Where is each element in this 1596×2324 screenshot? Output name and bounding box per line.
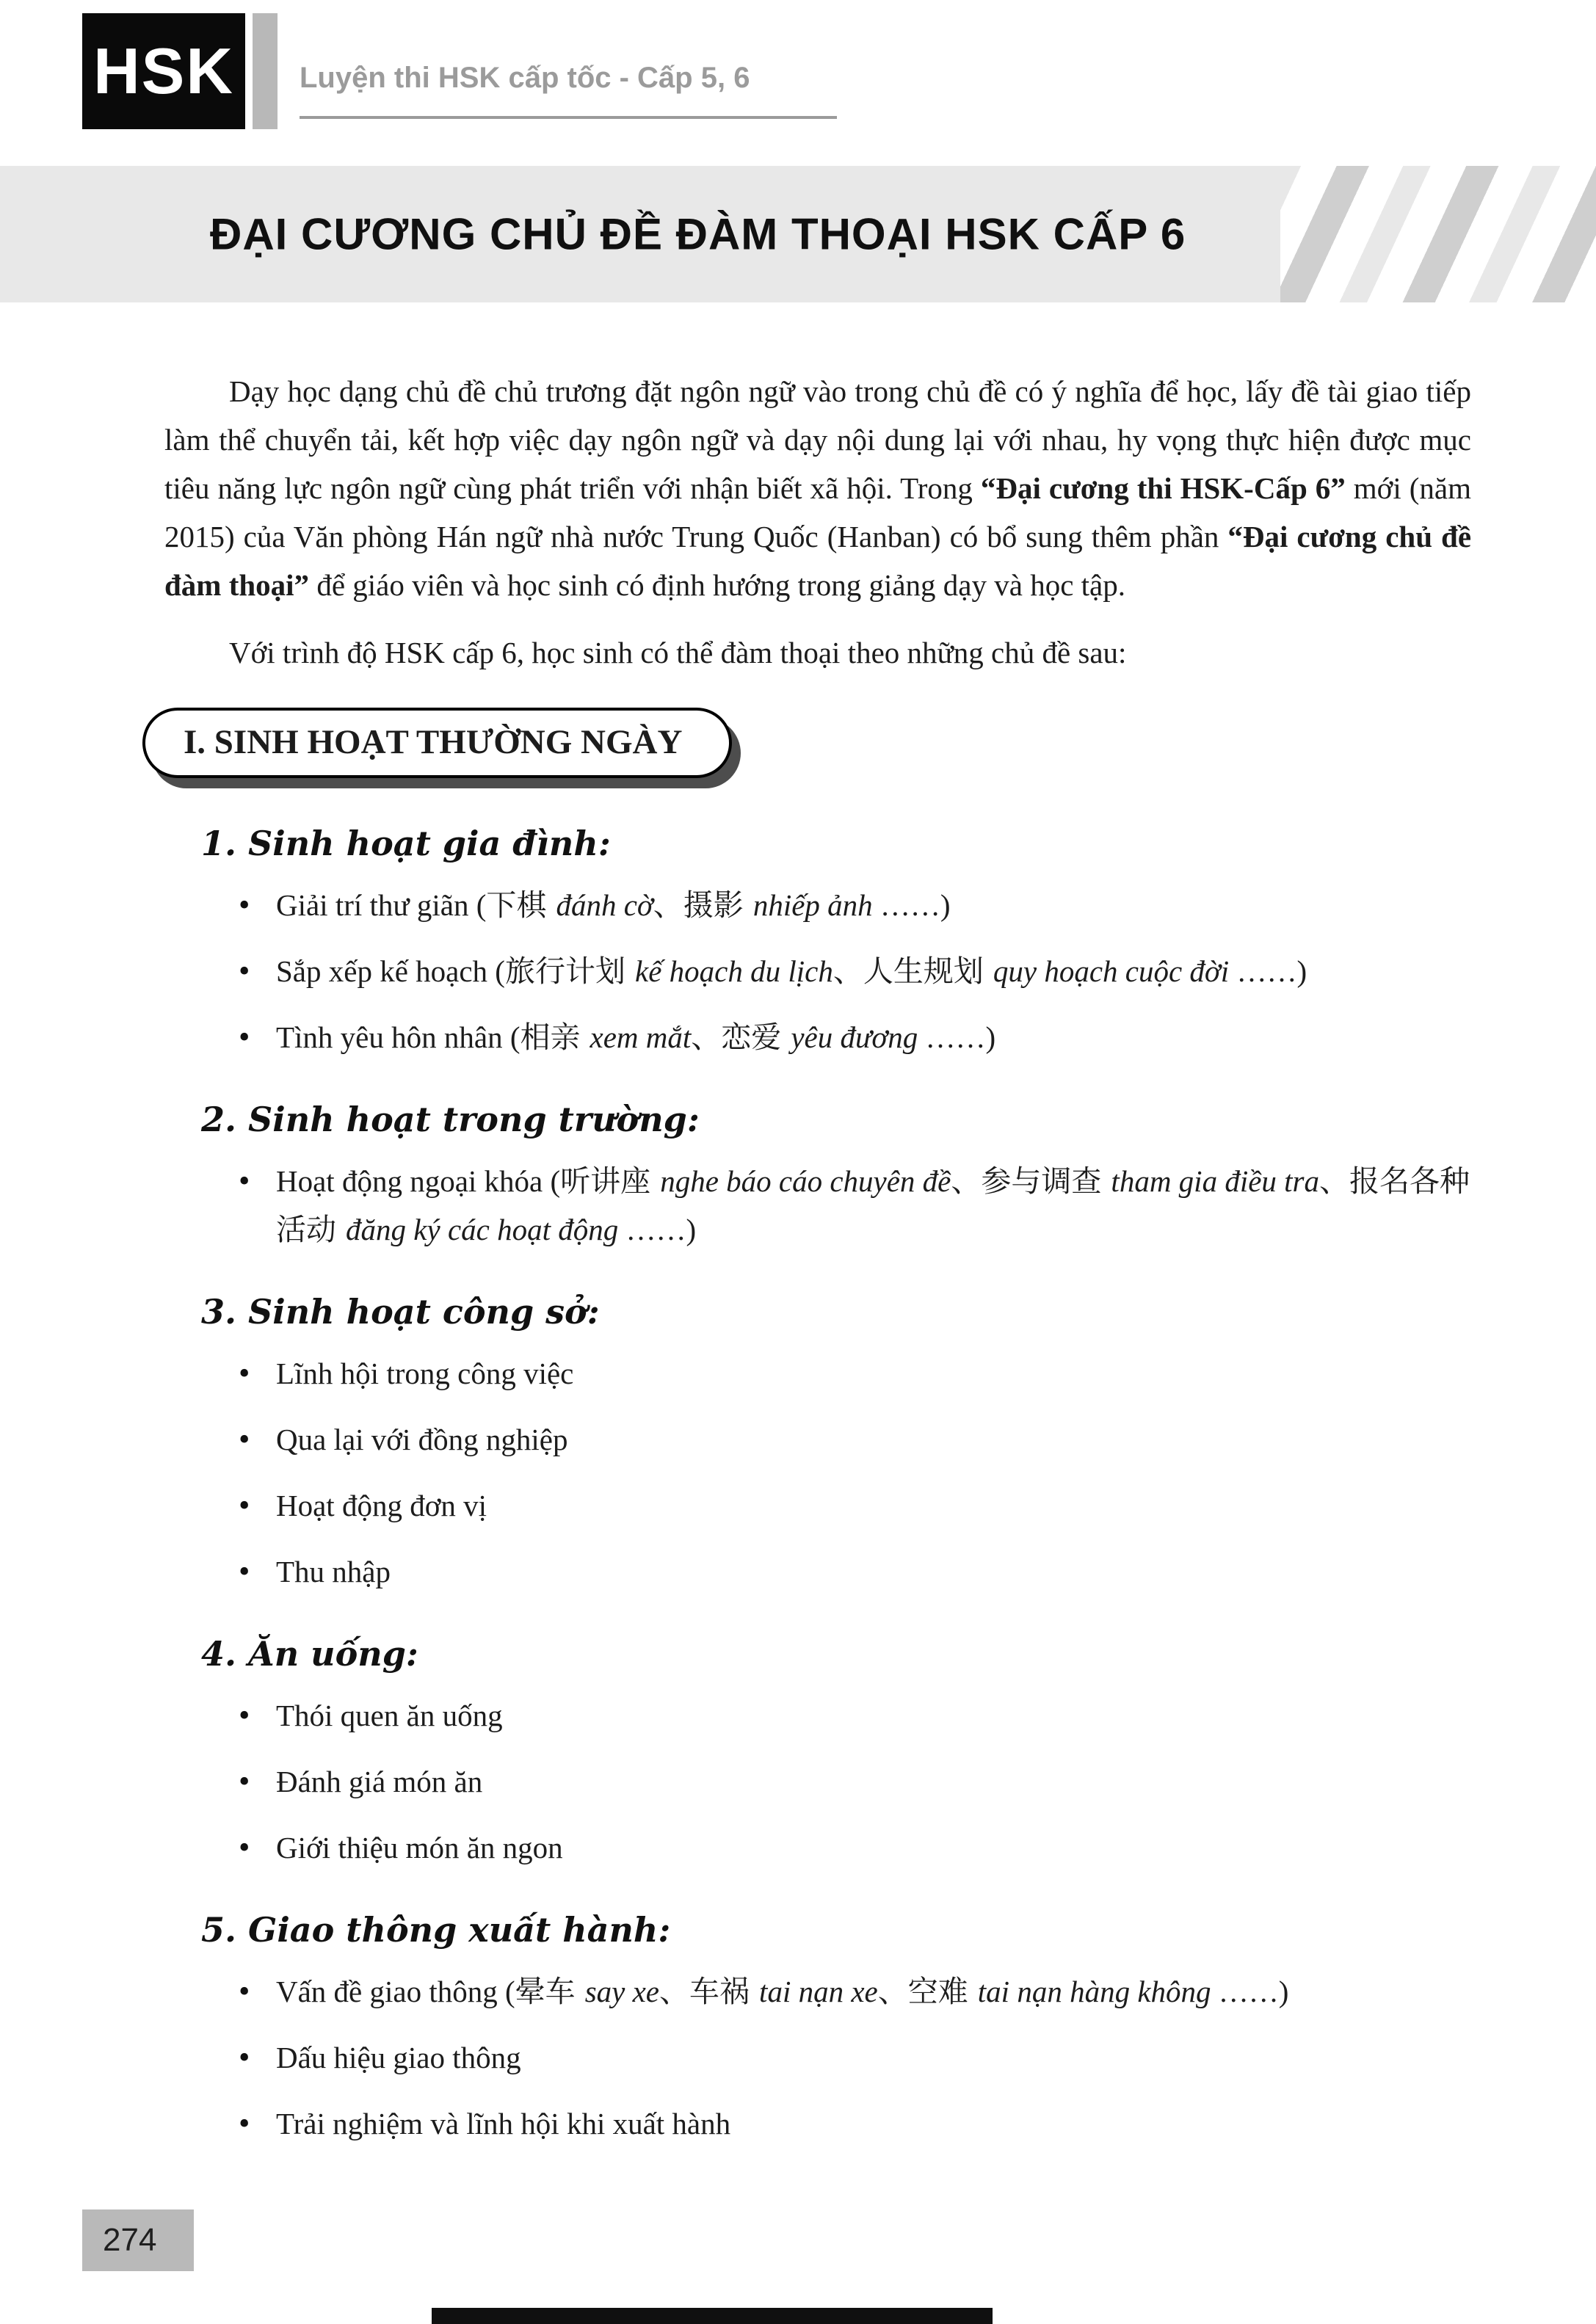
topic-group-3 [164,1292,1471,1596]
list-item: • Qua lại với đồng nghiệp [164,1415,1471,1464]
list-item: • Hoạt động ngoại khóa (听讲座 nghe báo cáo chuyên đề、参与调查 tham gia điều tra、报名各种活动 đăng ký các hoạt động ……) [164,1157,1471,1254]
header-rule [300,116,837,119]
bullet-list [164,881,1471,1061]
list-item: • Sắp xếp kế hoạch (旅行计划 kế hoạch du lịch、人生规划 quy hoạch cuộc đời ……) [164,947,1471,995]
logo-accent-bar [253,13,278,129]
hsk-logo-text: HSK [93,35,234,107]
list-item: • Trải nghiệm và lĩnh hội khi xuất hành [164,2099,1471,2148]
list-item: • Dấu hiệu giao thông [164,2033,1471,2082]
bullet-list [164,1967,1471,2148]
content-column [164,367,1471,2165]
list-item: • Lĩnh hội trong công việc [164,1349,1471,1398]
list-item: • Tình yêu hôn nhân (相亲 xem mắt、恋爱 yêu đương ……) [164,1013,1471,1061]
group-title: 5. Giao thông xuất hành: [201,1910,671,1950]
group-title: 3. Sinh hoạt công sở: [201,1292,600,1332]
header-subtitle: Luyện thi HSK cấp tốc - Cấp 5, 6 [300,62,750,94]
bullet-list [164,1349,1471,1596]
bullet-list [164,1691,1471,1872]
page-title: ĐẠI CƯƠNG CHỦ ĐỀ ĐÀM THOẠI HSK CẤP 6 [210,209,1186,259]
group-title: 1. Sinh hoạt gia đình: [201,824,611,863]
bottom-decoration-bar [432,2308,993,2324]
list-item: • Đánh giá món ăn [164,1757,1471,1806]
list-item: • Hoạt động đơn vị [164,1481,1471,1530]
lead-in-paragraph: Với trình độ HSK cấp 6, học sinh có thể đàm thoại theo những chủ đề sau: [229,636,1127,669]
title-banner [0,166,1596,302]
list-item: • Vấn đề giao thông (晕车 say xe、车祸 tai nạn xe、空难 tai nạn hàng không ……) [164,1967,1471,2016]
group-title: 2. Sinh hoạt trong trường: [201,1100,700,1139]
topic-group-5 [164,1910,1471,2148]
section-heading-pill [142,708,732,778]
page-number: 274 [103,2222,157,2258]
list-item: • Giới thiệu món ăn ngon [164,1823,1471,1872]
topic-group-4 [164,1634,1471,1872]
intro-paragraph: Dạy học dạng chủ đề chủ trương đặt ngôn ngữ vào trong chủ đề có ý nghĩa để học, lấy đề tài giao tiếp làm thể chuyển tải, kết hợp việc dạy ngôn ngữ và dạy nội dung lại với nhau, hy vọng thực hiện được mục tiêu năng lực ngôn ngữ cùng phát triển với nhận biết xã hội. Trong “Đại cương thi HSK-Cấp 6” mới (năm 2015) của Văn phòng Hán ngữ nhà nước Trung Quốc (Hanban) có bổ sung thêm phần “Đại cương chủ đề đàm thoại” để giáo viên và học sinh có định hướng trong giảng dạy và học tập. [164,374,1472,602]
list-item: • Giải trí thư giãn (下棋 đánh cờ、摄影 nhiếp ảnh ……) [164,881,1471,929]
page-number-box [82,2209,194,2271]
hsk-logo [82,13,245,129]
section-heading: I. SINH HOẠT THƯỜNG NGÀY [184,723,683,761]
list-item: • Thói quen ăn uống [164,1691,1471,1740]
banner-stripes-decoration [1280,166,1596,302]
list-item: • Thu nhập [164,1547,1471,1596]
group-title: 4. Ăn uống: [201,1634,418,1674]
topic-group-1 [164,824,1471,1061]
bullet-list [164,1157,1471,1254]
topic-group-2 [164,1100,1471,1254]
